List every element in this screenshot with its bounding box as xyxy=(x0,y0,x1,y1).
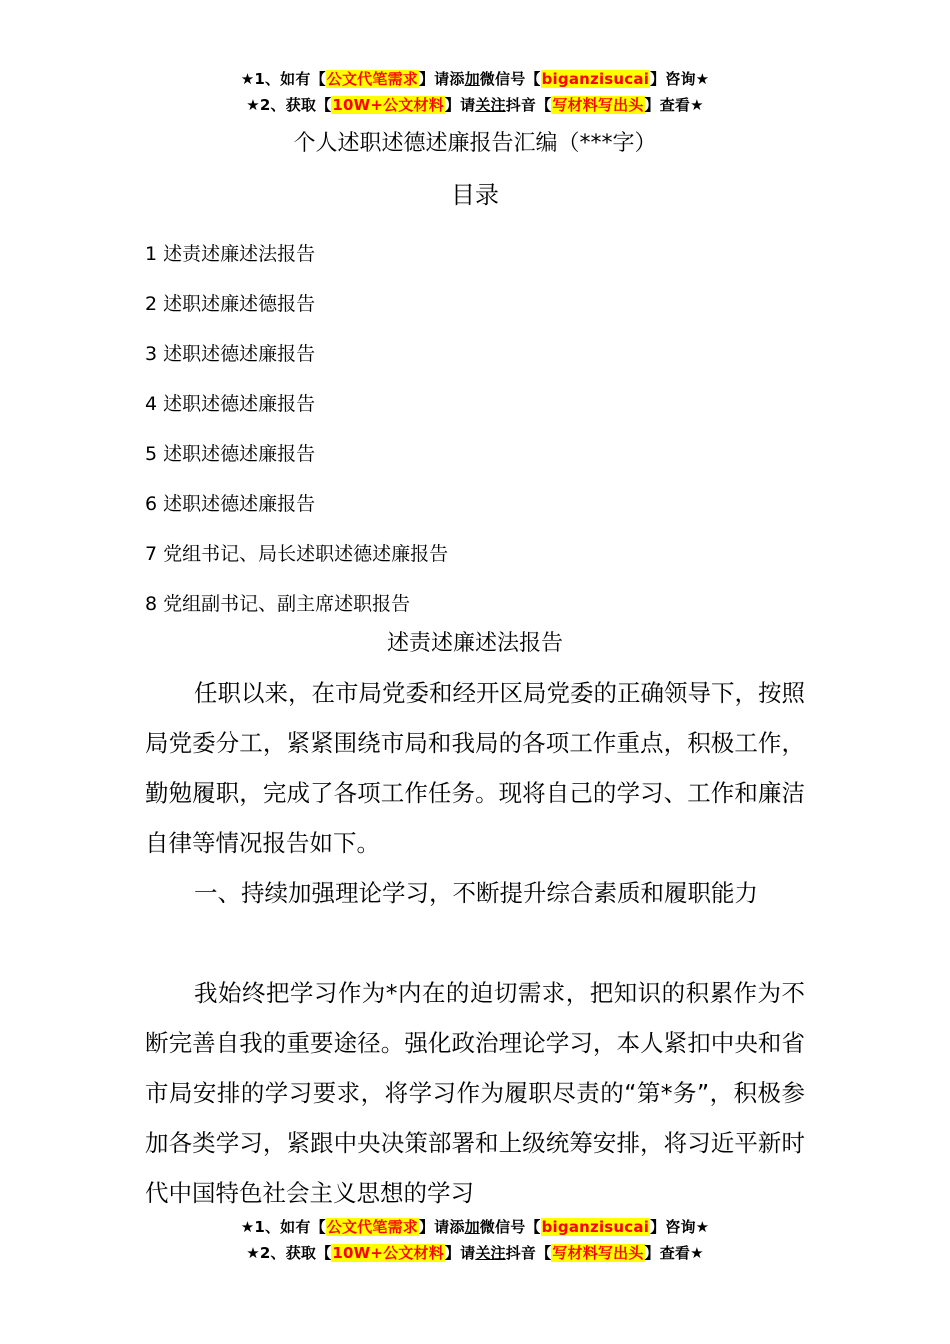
promo-text: 微信号【 xyxy=(479,1218,541,1236)
promo-text: 】请添 xyxy=(418,1218,465,1236)
promo-douyin-name: 写材料写出头 xyxy=(552,1244,644,1262)
toc-item: 4 述职述德述廉报告 xyxy=(145,393,316,415)
toc-item: 7 党组书记、局长述职述德述廉报告 xyxy=(145,543,449,565)
promo-wechat-id: biganzisucai xyxy=(541,1218,650,1236)
toc-item: 8 党组副书记、副主席述职报告 xyxy=(145,593,411,615)
promo-text: 】查看★ xyxy=(644,1244,704,1262)
promo-wechat-id: biganzisucai xyxy=(541,70,650,88)
promo-highlight: 10W+公文材料 xyxy=(332,1244,444,1262)
promo-line-1 xyxy=(0,1214,950,1240)
promo-text: ★2、获取【 xyxy=(246,1244,332,1262)
toc-heading: 目录 xyxy=(451,181,499,209)
section-title: 述责述廉述法报告 xyxy=(386,631,563,656)
promo-text: 】咨询★ xyxy=(650,1218,710,1236)
promo-banner-top xyxy=(0,66,950,118)
promo-text: 】咨询★ xyxy=(650,70,710,88)
promo-text: 】请添 xyxy=(418,70,465,88)
toc-item: 5 述职述德述廉报告 xyxy=(145,443,316,465)
body-paragraph: 任职以来，在市局党委和经开区局党委的正确领导下，按照局党委分工，紧紧围绕市局和我局的各项工作重点，积极工作，勤勉履职，完成了各项工作任务。现将自己的学习、工作和廉洁自律等情况报告如下。 xyxy=(145,679,805,857)
promo-emphasis: 关注 xyxy=(475,1244,506,1262)
promo-emphasis: 加 xyxy=(464,70,480,88)
toc-item: 2 述职述廉述德报告 xyxy=(145,293,316,315)
promo-douyin-name: 写材料写出头 xyxy=(552,96,644,114)
table-of-contents xyxy=(145,229,448,629)
document-title: 个人述职述德述廉报告汇编（***字） xyxy=(293,131,657,156)
section-heading: 一、持续加强理论学习，不断提升综合素质和履职能力 xyxy=(194,879,758,907)
toc-item: 1 述责述廉述法报告 xyxy=(145,243,316,265)
promo-text: 】查看★ xyxy=(644,96,704,114)
body-paragraph: 我始终把学习作为*内在的迫切需求，把知识的积累作为不断完善自我的重要途径。强化政治理论学习，本人紧扣中央和省市局安排的学习要求，将学习作为履职尽责的“第*务”，积极参加各类学习，紧跟中央决策部署和上级统筹安排，将习近平新时代中国特色社会主义思想的学习 xyxy=(145,979,805,1207)
promo-line-1 xyxy=(0,66,950,92)
promo-highlight: 公文代笔需求 xyxy=(326,70,418,88)
promo-line-2 xyxy=(0,92,950,118)
promo-text: ★2、获取【 xyxy=(246,96,332,114)
promo-text: 抖音【 xyxy=(505,1244,552,1262)
promo-emphasis: 关注 xyxy=(475,96,506,114)
promo-text: 抖音【 xyxy=(505,96,552,114)
promo-emphasis: 加 xyxy=(464,1218,480,1236)
promo-highlight: 公文代笔需求 xyxy=(326,1218,418,1236)
promo-text: 微信号【 xyxy=(479,70,541,88)
promo-text: ★1、如有【 xyxy=(240,70,326,88)
promo-text: 】请 xyxy=(444,96,476,114)
promo-highlight: 10W+公文材料 xyxy=(332,96,444,114)
promo-line-2 xyxy=(0,1240,950,1266)
toc-item: 6 述职述德述廉报告 xyxy=(145,493,316,515)
toc-item: 3 述职述德述廉报告 xyxy=(145,343,316,365)
promo-text: 】请 xyxy=(444,1244,476,1262)
promo-text: ★1、如有【 xyxy=(240,1218,326,1236)
promo-banner-bottom xyxy=(0,1214,950,1266)
